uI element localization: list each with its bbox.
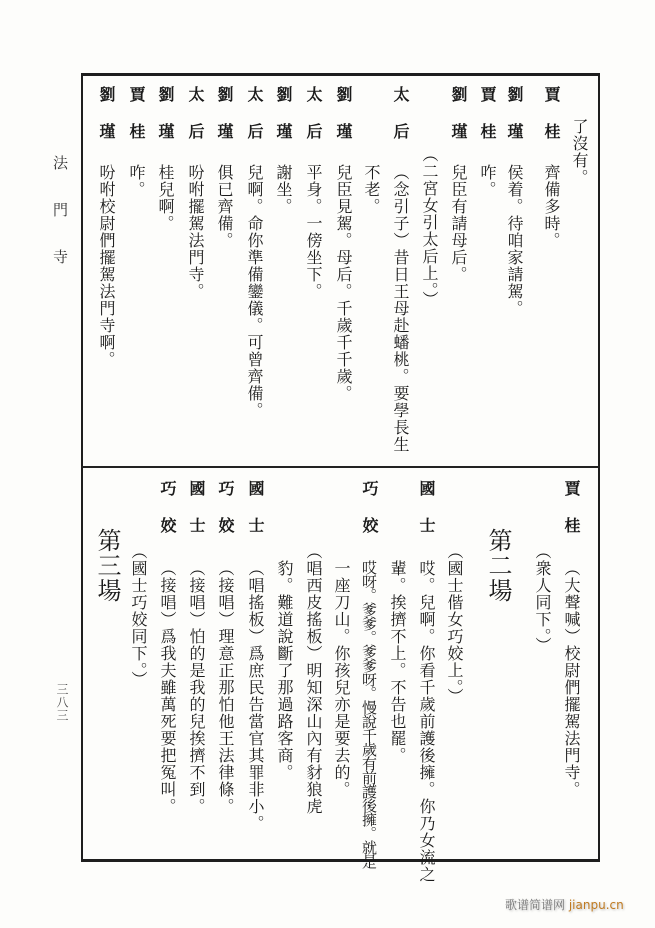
speaker: 劉瑾 — [97, 86, 116, 160]
section-divider — [81, 466, 600, 468]
line-text: 吩咐校尉們擺駕法門寺啊。 — [97, 164, 116, 368]
line-text: 俱已齊備。 — [215, 164, 234, 249]
stage-direction: （國士偕女巧姣上。） — [445, 543, 464, 705]
scene-heading: 第二場 — [484, 528, 512, 603]
line-text: （接唱）爲我夫雖萬死要把冤叫。 — [158, 560, 177, 815]
line-text: 咋。 — [478, 164, 497, 198]
stage-direction: （國士巧姣同下。） — [129, 543, 148, 688]
speaker: 太后 — [186, 86, 205, 160]
stage-direction: （二宮女引太后上。） — [420, 146, 439, 308]
line-text: 哎。兒啊。你看千歲前護後擁。你乃女流之 — [417, 560, 436, 883]
line-text: 兒臣見駕。母后。千歲千千歲。 — [334, 164, 353, 402]
page-number: 三八三 — [55, 683, 69, 722]
speaker: 太后 — [245, 86, 264, 160]
line-text: 一座刀山。你孩兒亦是要去的。 — [332, 560, 351, 798]
speaker: 賈桂 — [478, 86, 497, 160]
line-text: （唱搖板）爲庶民告當官其罪非小。 — [246, 560, 265, 832]
line-text: 咋。 — [127, 164, 146, 198]
line-text: 侯着。待咱家請駕。 — [505, 164, 524, 317]
speaker: 劉瑾 — [215, 86, 234, 160]
speaker: 劉瑾 — [274, 86, 293, 160]
watermark-url: jianpu.cn — [568, 898, 624, 912]
line-text: 謝坐。 — [274, 164, 293, 215]
line-text: 兒啊。命你準備鑾儀。可曾齊備。 — [245, 164, 264, 419]
speaker: 巧姣 — [216, 480, 235, 554]
line-text: 桂兒啊。 — [156, 164, 175, 232]
line-text: 平身。一傍坐下。 — [304, 164, 323, 300]
margin-title: 法門寺 — [51, 155, 69, 296]
speaker: 劉瑾 — [334, 86, 353, 160]
speaker: 劉瑾 — [156, 86, 175, 160]
line-text: （大聲喊）校尉們擺駕法門寺。 — [562, 560, 581, 798]
line-text: （接唱）怕的是我的兒挨擠不到。 — [187, 560, 206, 815]
speaker: 劉瑾 — [505, 86, 524, 160]
line-text: （念引子）昔日王母赴蟠桃。要學長生 — [391, 164, 410, 453]
speaker: 國士 — [417, 480, 436, 554]
speaker: 太后 — [391, 86, 410, 160]
speaker: 賈桂 — [562, 480, 581, 554]
watermark-cn: 歌谱简谱网 — [505, 898, 566, 912]
line-text: （接唱）理意正那怕他王法律條。 — [216, 560, 235, 815]
scene-heading: 第三場 — [93, 528, 121, 603]
line-text: 哎呀。爹爹。爹爹呀。慢說千歲有前護後擁。就是 — [360, 560, 378, 868]
speaker: 國士 — [187, 480, 206, 554]
line-text: （唱西皮搖板）明知深山內有豺狼虎 — [304, 543, 323, 815]
speaker: 賈桂 — [542, 86, 561, 160]
line-text: 齊備多時。 — [542, 164, 561, 249]
speaker: 巧姣 — [158, 480, 177, 554]
watermark — [505, 896, 624, 913]
line-text: 輩。挨擠不上。不告也罷。 — [388, 560, 407, 764]
line-text: 不老。 — [362, 164, 381, 215]
speaker: 賈桂 — [127, 86, 146, 160]
speaker: 巧姣 — [360, 480, 379, 554]
stage-direction: （衆人同下。） — [533, 543, 552, 654]
line-text: 兒臣有請母后。 — [449, 164, 468, 283]
speaker: 國士 — [246, 480, 265, 554]
speaker: 太后 — [304, 86, 323, 160]
line-text: 吩咐擺駕法門寺。 — [186, 164, 205, 300]
line-text: 豹。難道說斷了那過路客商。 — [275, 560, 294, 781]
line-text: 了沒有。 — [570, 118, 589, 186]
speaker: 劉瑾 — [449, 86, 468, 160]
